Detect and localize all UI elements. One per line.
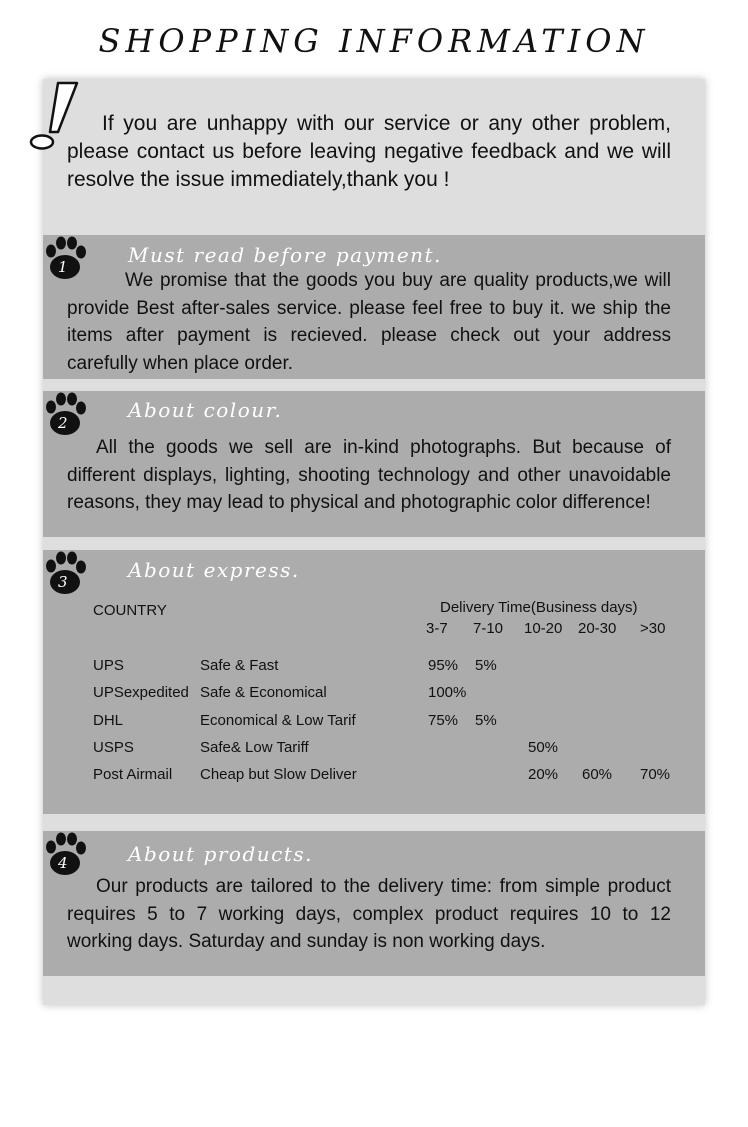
intro-text: If you are unhappy with our service or any other problem, please contact us before leaving negative feedback and we will resolve the issue immediately,thank you ! (67, 112, 671, 191)
table-row-desc: Safe & Economical (200, 684, 327, 701)
table-row-carrier: Post Airmail (93, 766, 173, 783)
table-header-delivery: Delivery Time(Business days) (440, 599, 638, 616)
table-row-carrier: UPS (93, 657, 124, 674)
range-header: 10-20 (524, 620, 563, 637)
table-row-desc: Safe & Fast (200, 657, 279, 674)
table-cell: 5% (475, 657, 497, 674)
table-row-desc: Safe& Low Tariff (200, 739, 309, 756)
table-cell: 50% (528, 739, 559, 756)
table-cell: 60% (582, 766, 613, 783)
paw-number: 1 (58, 258, 68, 276)
range-header: >30 (640, 620, 666, 637)
table-cell: 70% (640, 766, 671, 783)
table-row-carrier: USPS (93, 739, 134, 756)
range-header: 7-10 (473, 620, 504, 637)
section-body-products: Our products are tailored to the delivery time: from simple product requires 5 to 7 working days, complex product requires 10 to 12 working days. Saturday and sunday is non working days. (67, 876, 671, 952)
table-header-country: COUNTRY (93, 602, 167, 619)
table-row-desc: Economical & Low Tarif (200, 712, 356, 729)
range-header: 20-30 (578, 620, 617, 637)
table-row-desc: Cheap but Slow Deliver (200, 766, 357, 783)
table-row-carrier: UPSexpedited (93, 684, 189, 701)
section-heading-colour: About colour. (128, 398, 283, 422)
table-cell: 95% (428, 657, 459, 674)
paw-number: 3 (58, 573, 68, 591)
section-body-colour: All the goods we sell are in-kind photographs. But because of different displays, lighting, shooting technology and other unavoidable reasons, they may lead to physical and photographic color difference! (67, 437, 671, 513)
range-header: 3-7 (426, 620, 448, 637)
table-row-carrier: DHL (93, 712, 124, 729)
table-cell: 75% (428, 712, 459, 729)
paw-number: 2 (58, 414, 68, 432)
table-cell: 5% (475, 712, 497, 729)
section-heading-express: About express. (128, 558, 300, 582)
section-heading-payment: Must read before payment. (128, 243, 442, 267)
section-heading-products: About products. (128, 842, 314, 866)
section-body-payment: We promise that the goods you buy are quality products,we will provide Best after-sales service. please feel free to buy it. we ship the items after payment is recieved. please check out your address carefully when place order. (67, 270, 671, 374)
paw-number: 4 (58, 854, 68, 872)
table-cell: 20% (528, 766, 559, 783)
page-title: SHOPPING INFORMATION (98, 22, 650, 60)
table-cell: 100% (428, 684, 467, 701)
